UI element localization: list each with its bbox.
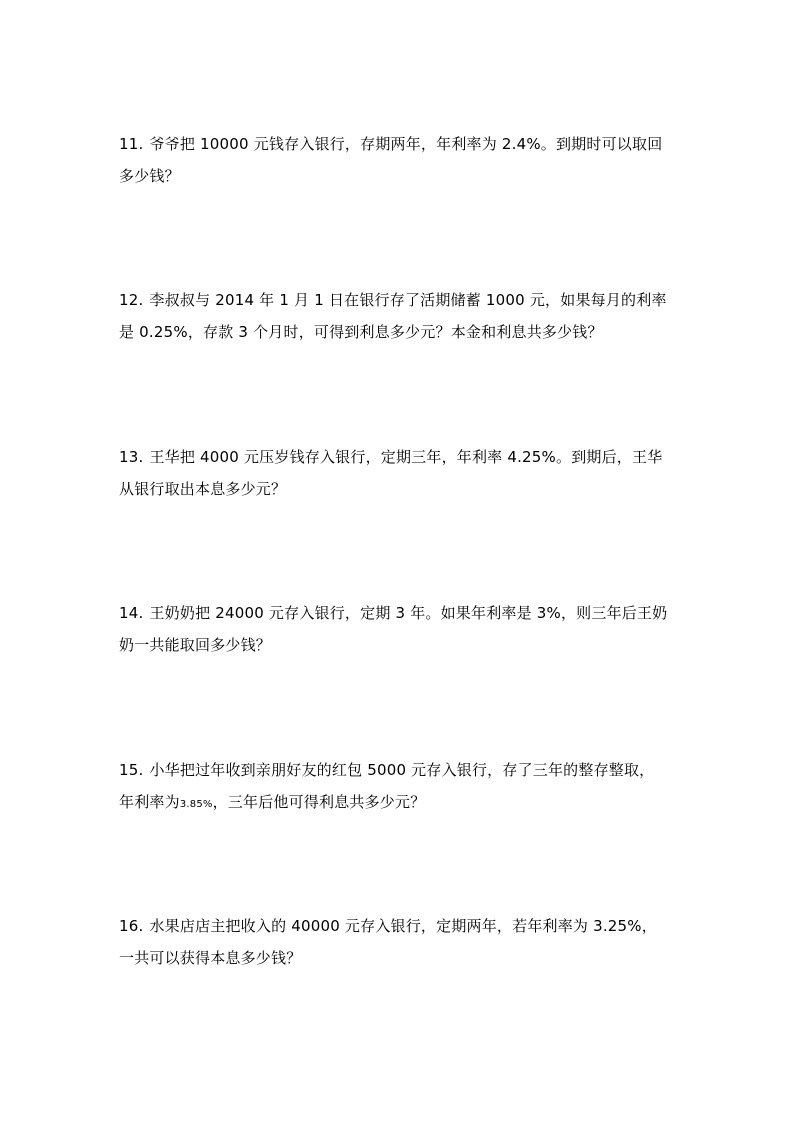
- problem-13-text-1: 王华把 4000 元压岁钱存入银行，定期三年，年利率 4.25%。到期后，王华: [149, 448, 663, 466]
- problem-14: [119, 597, 679, 661]
- problem-14-line-1: [119, 597, 679, 629]
- problem-11-line-2: 多少钱？: [119, 167, 180, 185]
- problem-15-text-2-prefix: 年利率为: [119, 793, 180, 811]
- problem-12-number: 12.: [119, 291, 144, 309]
- problem-16-text-1: 水果店店主把收入的 40000 元存入银行，定期两年，若年利率为 3.25%，: [149, 917, 657, 935]
- problem-15-text-1: 小华把过年收到亲朋好友的红包 5000 元存入银行，存了三年的整存整取，: [149, 761, 655, 779]
- problem-13-line-1: [119, 441, 679, 473]
- problem-11-line-1: [119, 128, 679, 160]
- problem-11: [119, 128, 679, 192]
- problem-15-line-1: [119, 754, 679, 786]
- problem-14-line-2: 奶一共能取回多少钱？: [119, 636, 272, 654]
- problem-12-line-1: [119, 284, 679, 316]
- problem-12-line-2: 是 0.25%，存款 3 个月时，可得到利息多少元？本金和利息共多少钱？: [119, 323, 603, 341]
- problem-13-number: 13.: [119, 448, 144, 466]
- problem-16-line-2: 一共可以获得本息多少钱？: [119, 949, 302, 967]
- problem-15: [119, 754, 679, 821]
- problem-11-number: 11.: [119, 135, 144, 153]
- problem-12-text-1: 李叔叔与 2014 年 1 月 1 日在银行存了活期储蓄 1000 元，如果每月的利率: [149, 291, 667, 309]
- problem-15-rate: 3.85%: [179, 799, 213, 810]
- problem-14-text-1: 王奶奶把 24000 元存入银行，定期 3 年。如果年利率是 3%，则三年后王奶: [149, 604, 668, 622]
- problem-15-number: 15.: [119, 761, 144, 779]
- problem-11-text-1: 爷爷把 10000 元钱存入银行，存期两年，年利率为 2.4%。到期时可以取回: [149, 135, 663, 153]
- problem-15-text-2-suffix: ，三年后他可得利息共多少元？: [212, 793, 426, 811]
- problem-16-number: 16.: [119, 917, 144, 935]
- problem-14-number: 14.: [119, 604, 144, 622]
- problem-12: [119, 284, 679, 348]
- problem-13-line-2: 从银行取出本息多少元？: [119, 480, 287, 498]
- problem-16-line-1: [119, 910, 679, 942]
- problem-13: [119, 441, 679, 505]
- problem-16: [119, 910, 679, 974]
- problem-15-line-2: [119, 786, 679, 821]
